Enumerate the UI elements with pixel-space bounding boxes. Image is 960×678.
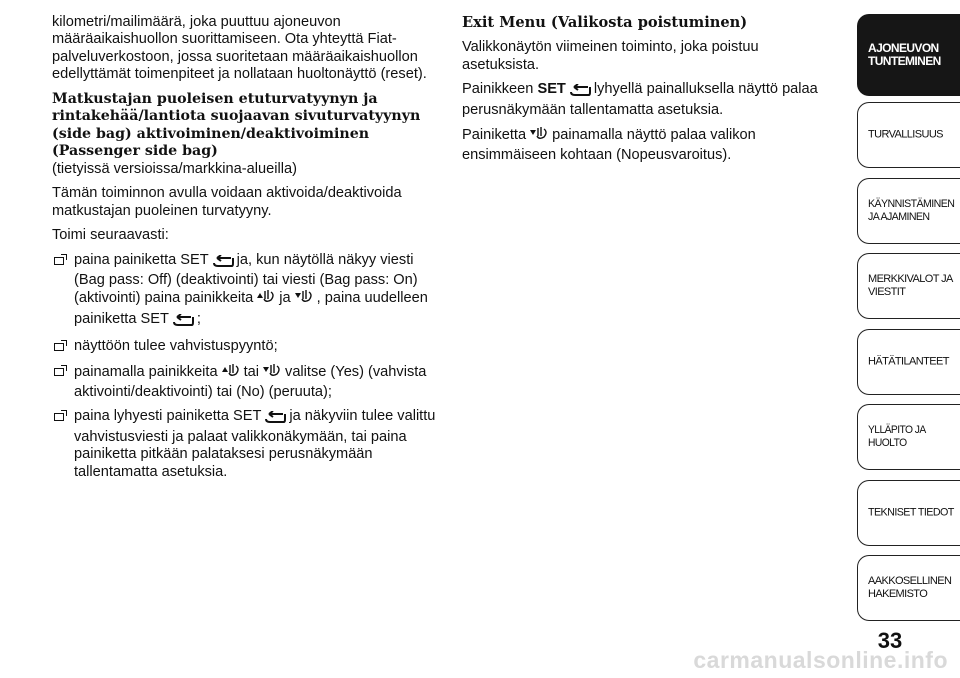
- paragraph-exit-description: Valikkonäytön viimeinen toiminto, joka poistuu asetuksista.: [462, 39, 759, 73]
- list-item: painamalla painikkeita tai valitse (Yes) (vahvista aktivointi/deaktivointi) tai (No) (peruuta);: [52, 363, 444, 402]
- set-return-arrow-icon: [569, 84, 591, 101]
- up-arrow-hand-icon: [256, 289, 276, 310]
- tab-ajoneuvon-tunteminen[interactable]: AJONEUVON TUNTEMINEN: [857, 14, 960, 96]
- tab-hakemisto[interactable]: AAKKOSELLINEN HAKEMISTO: [857, 555, 960, 621]
- checkbox-bullet-icon: [54, 368, 64, 376]
- up-arrow-hand-icon: [221, 363, 241, 384]
- instruction-list: [52, 252, 444, 481]
- list-item: paina painiketta SET ja, kun näytöllä näkyy viesti (Bag pass: Off) (deaktivointi) tai viesti (Bag pass: On) (aktivointi) paina painikkeita ja , paina uudelleen painiketta SET ;: [52, 252, 444, 332]
- section-subnote: (tietyissä versioissa/markkina-alueilla): [52, 161, 297, 177]
- tab-hatatilanteet[interactable]: HÄTÄTILANTEET: [857, 329, 960, 395]
- paragraph-exit-down: Painiketta painamalla näyttö palaa valikon ensimmäiseen kohtaan (Nopeusvaroitus).: [462, 127, 756, 164]
- list-item: paina lyhyesti painiketta SET ja näkyviin tulee valittu vahvistusviesti ja palaat valikkonäkymään, tai paina painiketta pitkään palataksesi perusnäkymään tallentamatta asetuksia.: [52, 408, 444, 481]
- tab-tekniset-tiedot[interactable]: TEKNISET TIEDOT: [857, 480, 960, 546]
- tab-turvallisuus[interactable]: TURVALLISUUS: [857, 102, 960, 168]
- chapter-tabs: [857, 14, 960, 631]
- set-return-arrow-icon: [172, 314, 194, 331]
- paragraph-exit-set: Painikkeen SET lyhyellä painalluksella näyttö palaa perusnäkymään tallentamatta asetuksia.: [462, 81, 818, 118]
- checkbox-bullet-icon: [54, 343, 64, 351]
- right-column: [462, 14, 830, 172]
- section-heading-exit-menu: Exit Menu (Valikosta poistuminen): [462, 14, 748, 31]
- down-arrow-hand-icon: [529, 126, 549, 147]
- page-number: 33: [877, 628, 903, 653]
- down-arrow-hand-icon: [294, 289, 314, 310]
- down-arrow-hand-icon: [262, 363, 282, 384]
- paragraph-purpose: Tämän toiminnon avulla voidaan aktivoida/deaktivoida matkustajan puoleinen turvatyyny.: [52, 185, 402, 219]
- tab-kaynnistaminen[interactable]: KÄYNNISTÄMINEN JA AJAMINEN: [857, 178, 960, 244]
- tab-merkkivalot[interactable]: MERKKIVALOT JA VIESTIT: [857, 253, 960, 319]
- left-column: [52, 14, 444, 488]
- section-heading-passenger-bag: Matkustajan puoleisen etuturvatyynyn ja rintakehää/lantiota suojaavan sivuturvatyynyn (side bag) aktivoiminen/deaktivoiminen (Passenger side bag): [52, 90, 421, 160]
- intro-paragraph: kilometri/mailimäärä, joka puuttuu ajoneuvon määräaikaishuollon suorittamiseen. Ota yhteyttä Fiat-palveluverkostoon, jossa suoritetaan määräaikaishuollon edellyttämät toimenpiteet ja nollataan huoltonäyttö (reset).: [52, 14, 427, 83]
- set-return-arrow-icon: [212, 255, 234, 272]
- tab-yllapito[interactable]: YLLÄPITO JA HUOLTO: [857, 404, 960, 470]
- checkbox-bullet-icon: [54, 413, 64, 421]
- watermark-text: carmanualsonline.info: [693, 647, 948, 673]
- paragraph-instructions-lead: Toimi seuraavasti:: [52, 227, 169, 244]
- list-item: näyttöön tulee vahvistuspyyntö;: [52, 338, 444, 355]
- checkbox-bullet-icon: [54, 257, 64, 265]
- set-return-arrow-icon: [264, 411, 286, 428]
